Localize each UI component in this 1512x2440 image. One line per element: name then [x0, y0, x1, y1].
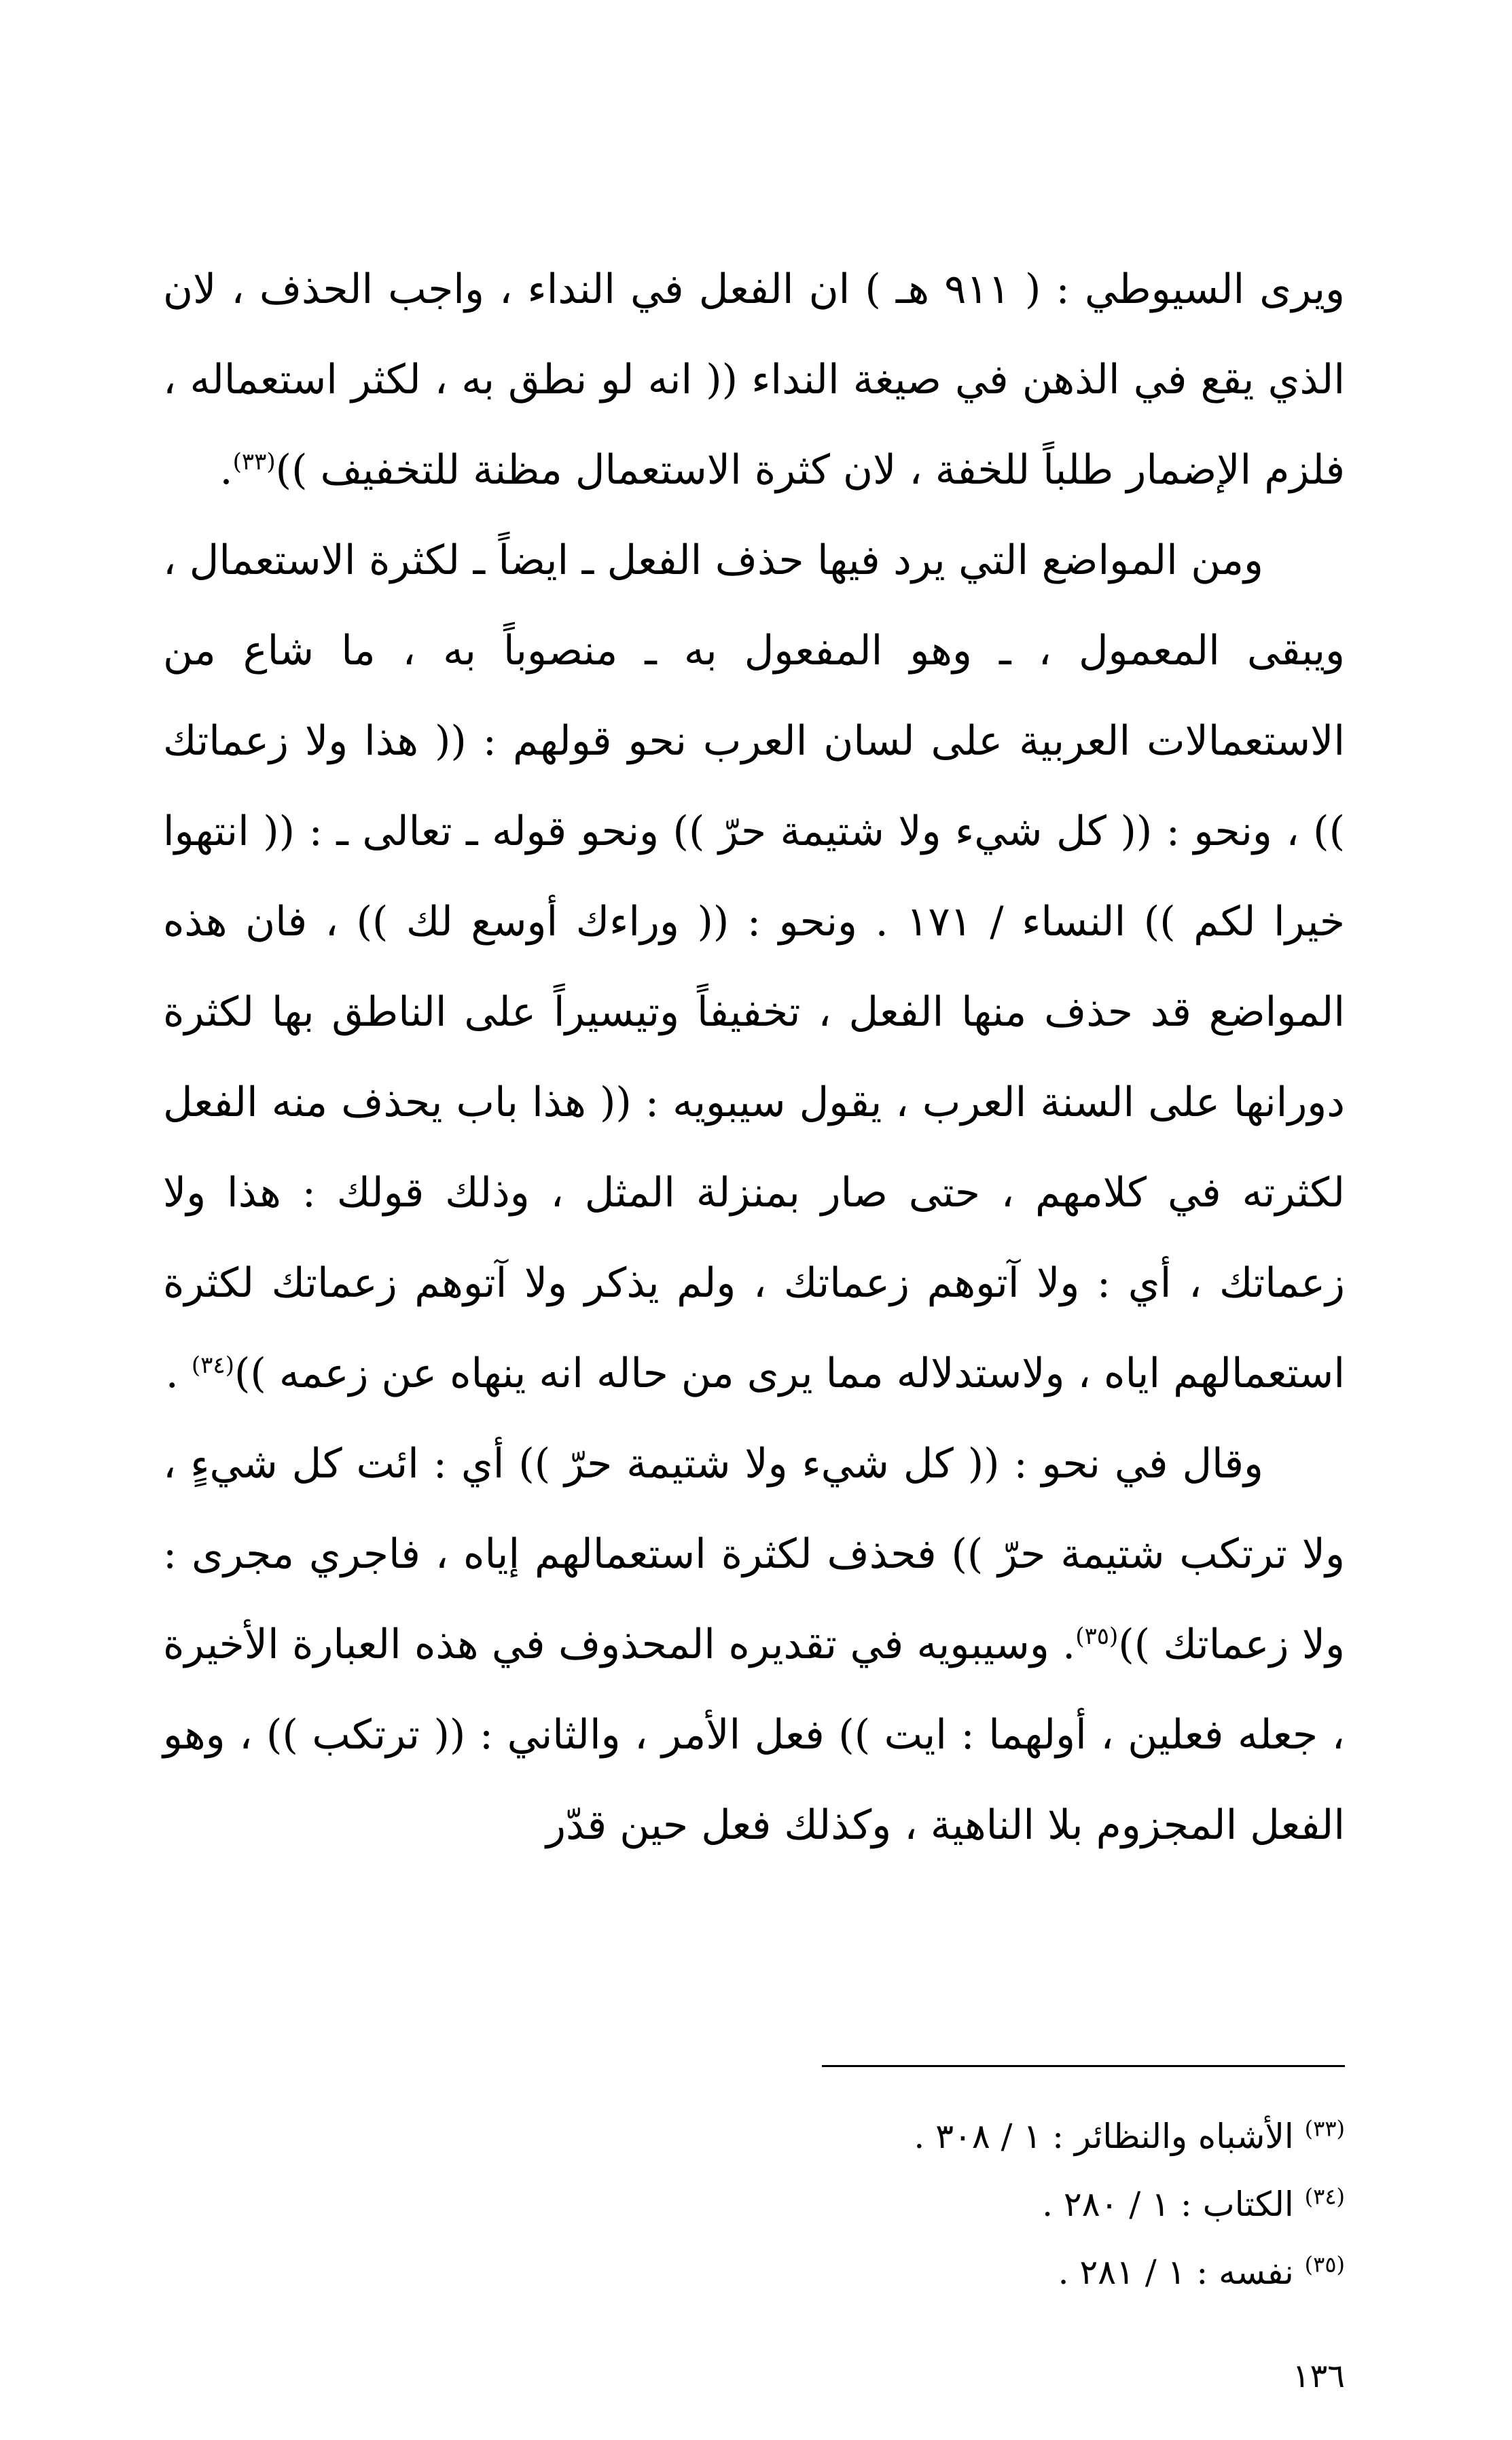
footnote-number: (٣٣): [1304, 2115, 1345, 2142]
footnote-text: الكتاب : ١ / ٢٨٠ .: [1042, 2185, 1294, 2224]
footnote-number: (٣٥): [1304, 2251, 1345, 2278]
footnote-separator: [822, 2065, 1345, 2067]
footnote-35: [611, 2238, 1345, 2306]
paragraph-3: [163, 1419, 1345, 1871]
footnote-text: الأشباه والنظائر : ١ / ٣٠٨ .: [914, 2117, 1294, 2156]
paragraph-text: . وسيبويه في تقديره المحذوف في هذه العبارة الأخيرة ، جعله فعلين ، أولهما : ايت )) فعل الأمر ، والثاني : (( ترتكب )) ، وهو الفعل المجزوم بلا الناهية ، وكذلك فعل حين قدّر: [163, 1621, 1345, 1849]
main-text: [163, 245, 1345, 1871]
paragraph-1: [163, 245, 1345, 516]
footnote-number: (٣٤): [1304, 2183, 1345, 2210]
footnote-ref-33: (٣٣): [232, 448, 276, 476]
paragraph-text: .: [165, 1350, 192, 1397]
footnote-33: [611, 2102, 1345, 2170]
paragraph-text: ويرى السيوطي : ( ٩١١ هـ ) ان الفعل في النداء ، واجب الحذف ، لان الذي يقع في الذهن في صيغة النداء (( انه لو نطق به ، لكثر استعماله ، فلزم الإضمار طلباً للخفة ، لان كثرة الاستعمال مظنة للتخفيف )): [163, 266, 1345, 494]
paragraph-text: .: [219, 446, 233, 494]
page-number: ١٣٦: [1292, 2357, 1345, 2395]
paragraph-2: [163, 516, 1345, 1419]
paragraph-text: ومن المواضع التي يرد فيها حذف الفعل ـ ايضاً ـ لكثرة الاستعمال ، ويبقى المعمول ، ـ وهو المفعول به ـ منصوباً به ، ما شاع من الاستعمالات العربية على لسان العرب نحو قولهم : (( هذا ولا زعماتك )) ، ونحو : (( كل شيء ولا شتيمة حرّ )) ونحو قوله ـ تعالى ـ : (( انتهوا خيرا لكم )) النساء / ١٧١ . ونحو : (( وراءك أوسع لك )) ، فان هذه المواضع قد حذف منها الفعل ، تخفيفاً وتيسيراً على الناطق بها لكثرة دورانها على السنة العرب ، يقول سيبويه : (( هذا باب يحذف منه الفعل لكثرته في كلامهم ، حتى صار بمنزلة المثل ، وذلك قولك : هذا ولا زعماتك ، أي : ولا آتوهم زعماتك ، ولم يذكر ولا آتوهم زعماتك لكثرة استعمالهم اياه ، ولاستدلاله مما يرى من حاله انه ينهاه عن زعمه )): [163, 537, 1345, 1397]
footnotes: [611, 2102, 1345, 2306]
footnote-ref-34: (٣٤): [191, 1352, 234, 1379]
footnote-34: [611, 2170, 1345, 2238]
footnote-ref-35: (٣٥): [1075, 1623, 1119, 1650]
footnote-text: نفسه : ١ / ٢٨١ .: [1058, 2253, 1294, 2292]
paragraph-text: وقال في نحو : (( كل شيء ولا شتيمة حرّ )) أي : ائت كل شيءٍ ، ولا ترتكب شتيمة حرّ )) فحذف لكثرة استعمالهم إياه ، فاجري مجرى : ولا زعماتك )): [163, 1440, 1345, 1668]
